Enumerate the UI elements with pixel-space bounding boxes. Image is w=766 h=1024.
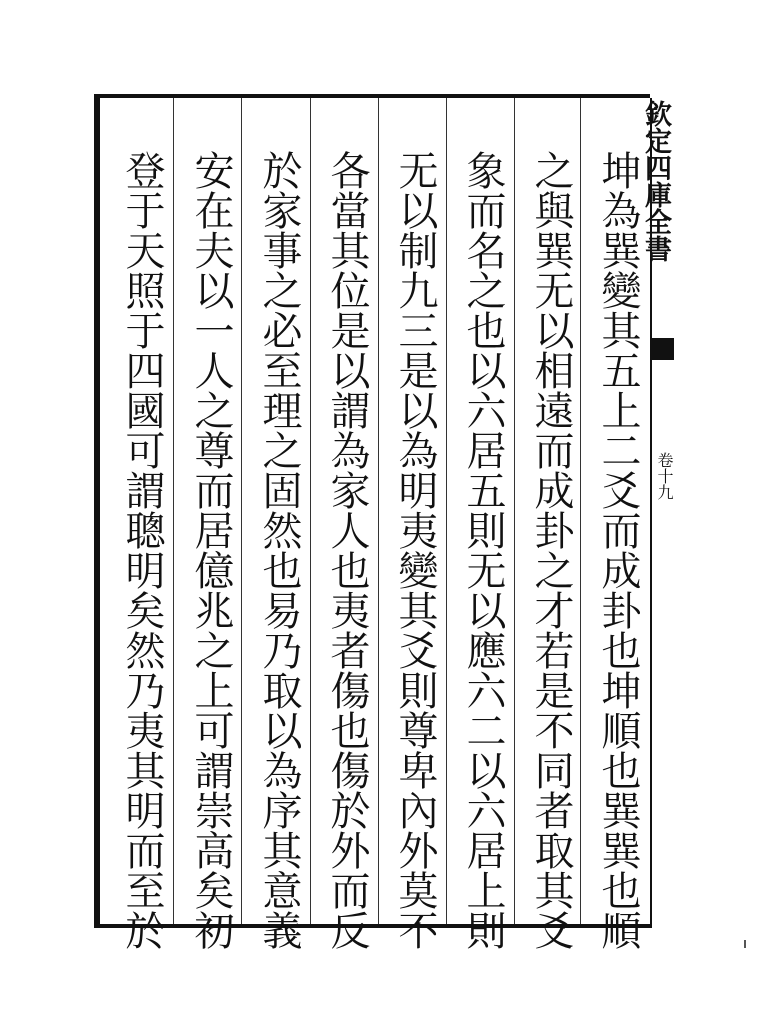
column-rule [446, 98, 447, 924]
text-column: 无以制九三是以為明夷變其爻則尊卑內外莫不 [392, 150, 438, 950]
fishtail-mark [650, 338, 674, 360]
column-rule [173, 98, 174, 924]
text-column: 各當其位是以謂為家人也夷者傷也傷於外而反 [324, 150, 370, 950]
column-rule [378, 98, 379, 924]
text-column: 象而名之也以六居五則无以應六二以六居上則 [460, 150, 506, 950]
book-title: 欽定四庫全書 [640, 100, 671, 262]
column-rule [580, 98, 581, 924]
text-column: 坤為巽變其五上二爻而成卦也坤順也巽巽也順 [595, 150, 641, 950]
column-rule [514, 98, 515, 924]
text-column: 安在夫以一人之尊而居億兆之上可謂崇高矣初 [188, 150, 234, 950]
text-column: 登于天照于四國可謂聰明矣然乃夷其明而至於 [119, 150, 165, 950]
text-column: 之與巽无以相遠而成卦之才若是不同者取其爻 [528, 150, 574, 950]
text-column: 於家事之必至理之固然也易乃取以為序其意義 [256, 150, 302, 950]
juan-label: 卷十九 [655, 452, 674, 500]
column-rule [310, 98, 311, 924]
edge-mark [744, 940, 746, 948]
column-rule [241, 98, 242, 924]
